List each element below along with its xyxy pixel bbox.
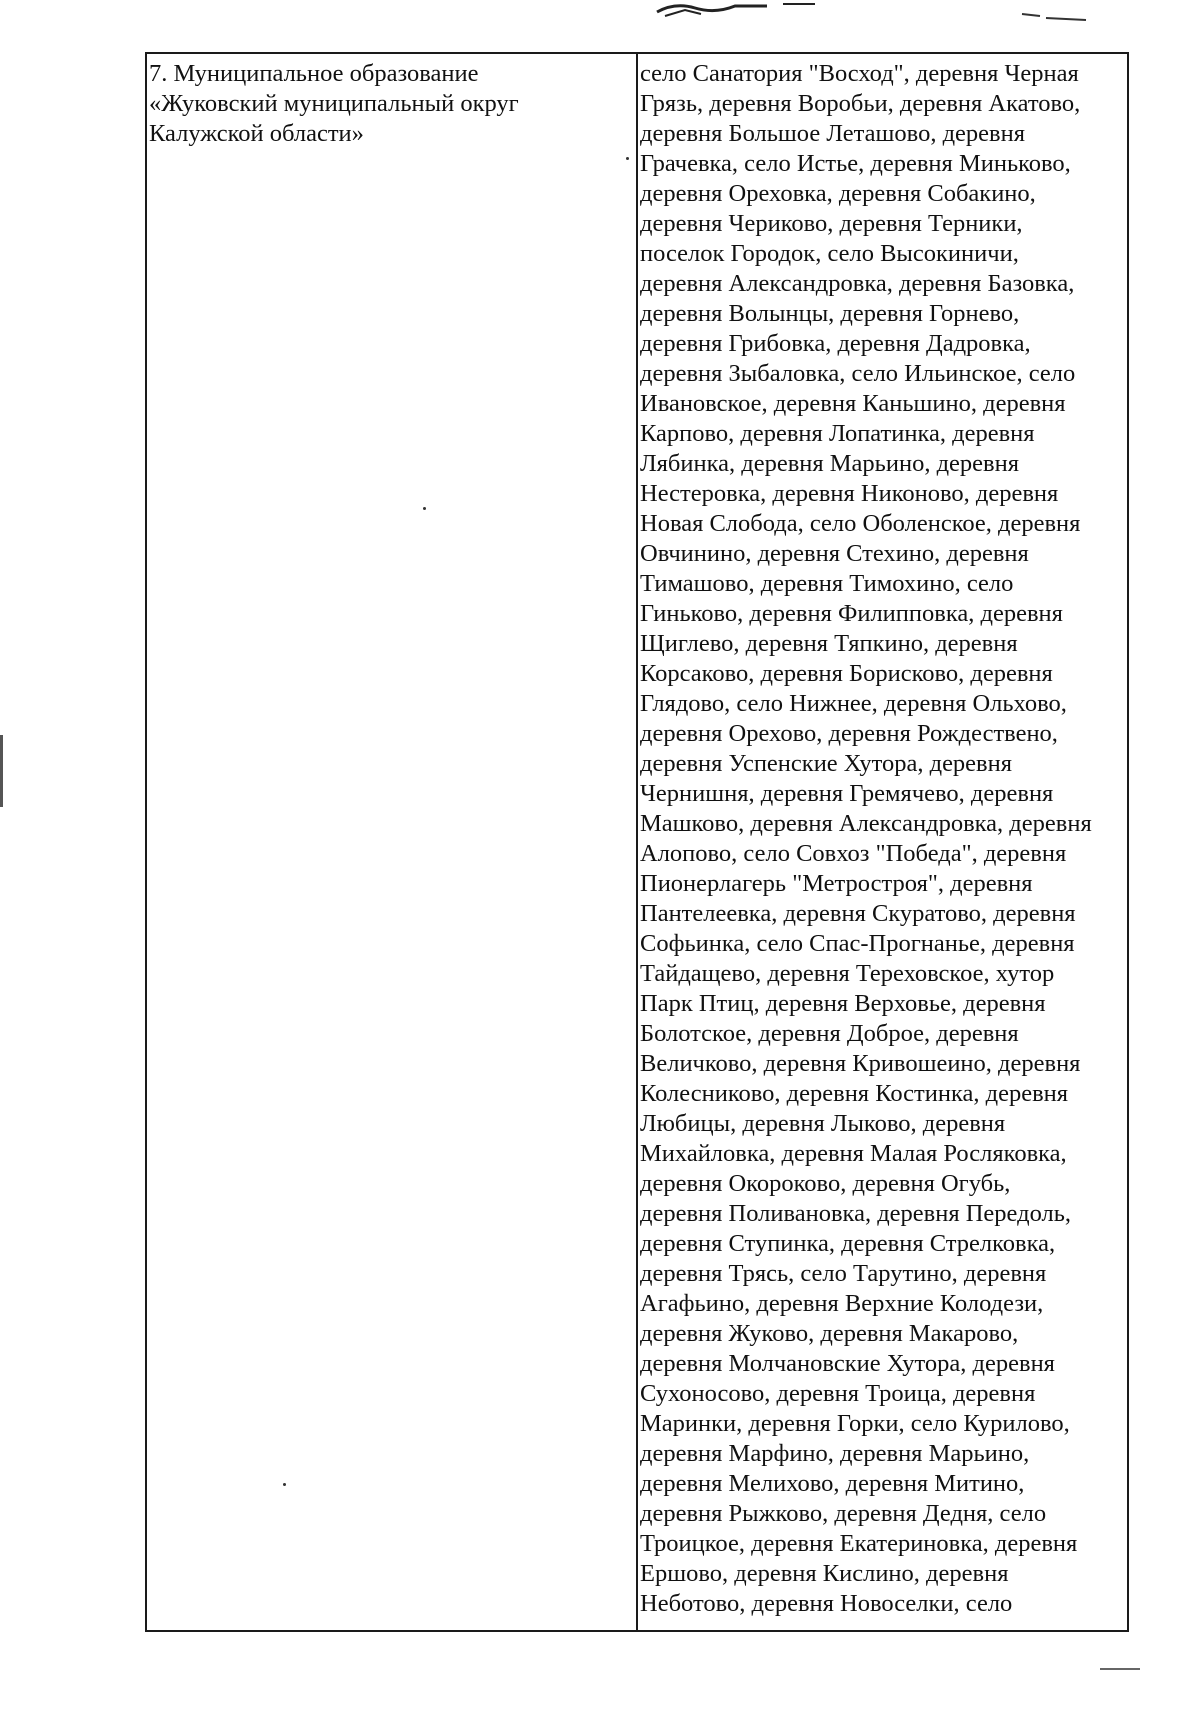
settlements-line: Пионерлагерь "Метростроя", деревня bbox=[640, 870, 1033, 897]
scan-speck bbox=[283, 1483, 286, 1486]
settlements-line: Карпово, деревня Лопатинка, деревня bbox=[640, 420, 1035, 447]
settlements-line: деревня Трясь, село Тарутино, деревня bbox=[640, 1260, 1047, 1287]
settlements-line: Ивановское, деревня Каньшино, деревня bbox=[640, 390, 1066, 417]
settlements-line: Тайдащево, деревня Тереховское, хутор bbox=[640, 960, 1055, 987]
settlements-line: деревня Орехово, деревня Рождествено, bbox=[640, 720, 1058, 747]
settlements-line: Маринки, деревня Горки, село Курилово, bbox=[640, 1410, 1070, 1437]
settlements-line: Щиглево, деревня Тяпкино, деревня bbox=[640, 630, 1018, 657]
settlements-line: деревня Волынцы, деревня Горнево, bbox=[640, 300, 1020, 327]
settlements-line: Новая Слобода, село Оболенское, деревня bbox=[640, 510, 1081, 537]
settlements-line: деревня Александровка, деревня Базовка, bbox=[640, 270, 1075, 297]
settlements-line: Неботово, деревня Новоселки, село bbox=[640, 1590, 1013, 1617]
settlements-line: деревня Зыбаловка, село Ильинское, село bbox=[640, 360, 1076, 387]
settlements-line: Алопово, село Совхоз "Победа", деревня bbox=[640, 840, 1067, 867]
settlements-line: Тимашово, деревня Тимохино, село bbox=[640, 570, 1014, 597]
scan-stamp-fragment bbox=[655, 0, 825, 20]
settlements-line: деревня Молчановские Хутора, деревня bbox=[640, 1350, 1055, 1377]
settlements-line: Лябинка, деревня Марьино, деревня bbox=[640, 450, 1019, 477]
settlements-line: Софьинка, село Спас-Прогнанье, деревня bbox=[640, 930, 1075, 957]
scan-artifact-bottom bbox=[1100, 1668, 1140, 1670]
settlements-line: Корсаково, деревня Борисково, деревня bbox=[640, 660, 1053, 687]
settlements-line: деревня Успенские Хутора, деревня bbox=[640, 750, 1013, 777]
settlements-line: Пантелеевка, деревня Скуратово, деревня bbox=[640, 900, 1076, 927]
scan-artifact-left-edge bbox=[0, 735, 3, 807]
settlements-line: Агафьино, деревня Верхние Колодези, bbox=[640, 1290, 1044, 1317]
settlements-line: деревня Большое Леташово, деревня bbox=[640, 120, 1025, 147]
settlements-line: деревня Окороково, деревня Огубь, bbox=[640, 1170, 1011, 1197]
settlements-line: Михайловка, деревня Малая Росляковка, bbox=[640, 1140, 1067, 1167]
settlements-line: деревня Ступинка, деревня Стрелковка, bbox=[640, 1230, 1056, 1257]
scan-speck bbox=[626, 157, 629, 160]
settlements-line: Глядово, село Нижнее, деревня Ольхово, bbox=[640, 690, 1067, 717]
settlements-line: Сухоносово, деревня Троица, деревня bbox=[640, 1380, 1036, 1407]
settlements-list-cell bbox=[638, 54, 1129, 1619]
municipal-table bbox=[145, 52, 1129, 1632]
settlements-line: деревня Жуково, деревня Макарово, bbox=[640, 1320, 1019, 1347]
settlements-line: деревня Грибовка, деревня Дадровка, bbox=[640, 330, 1031, 357]
settlements-line: деревня Поливановка, деревня Передоль, bbox=[640, 1200, 1072, 1227]
settlements-line: Нестеровка, деревня Никоново, деревня bbox=[640, 480, 1059, 507]
settlements-line: Машково, деревня Александровка, деревня bbox=[640, 810, 1092, 837]
settlements-line: Болотское, деревня Доброе, деревня bbox=[640, 1020, 1019, 1047]
settlements-line: село Санатория "Восход", деревня Черная bbox=[640, 60, 1079, 87]
settlements-line: поселок Городок, село Высокиничи, bbox=[640, 240, 1019, 267]
municipality-name-cell: 7. Муниципальное образование «Жуковский муниципальный округ Калужской области» bbox=[149, 60, 519, 147]
settlements-line: деревня Чериково, деревня Терники, bbox=[640, 210, 1023, 237]
settlements-line: Чернишня, деревня Гремячево, деревня bbox=[640, 780, 1054, 807]
settlements-line: Троицкое, деревня Екатериновка, деревня bbox=[640, 1530, 1078, 1557]
settlements-line: Грачевка, село Истье, деревня Миньково, bbox=[640, 150, 1071, 177]
settlements-line: Любицы, деревня Лыково, деревня bbox=[640, 1110, 1006, 1137]
scan-speck bbox=[423, 507, 426, 510]
settlements-line: Гиньково, деревня Филипповка, деревня bbox=[640, 600, 1063, 627]
settlements-line: деревня Мелихово, деревня Митино, bbox=[640, 1470, 1025, 1497]
scan-artifact-top-right bbox=[1020, 10, 1090, 24]
settlements-line: Грязь, деревня Воробьи, деревня Акатово, bbox=[640, 90, 1081, 117]
settlements-line: деревня Ореховка, деревня Собакино, bbox=[640, 180, 1036, 207]
settlements-line: деревня Марфино, деревня Марьино, bbox=[640, 1440, 1030, 1467]
settlements-line: деревня Рыжково, деревня Дедня, село bbox=[640, 1500, 1047, 1527]
settlements-line: Ершово, деревня Кислино, деревня bbox=[640, 1560, 1009, 1587]
settlements-line: Парк Птиц, деревня Верховье, деревня bbox=[640, 990, 1046, 1017]
settlements-line: Колесниково, деревня Костинка, деревня bbox=[640, 1080, 1069, 1107]
settlements-line: Овчинино, деревня Стехино, деревня bbox=[640, 540, 1029, 567]
settlements-line: Величково, деревня Кривошеино, деревня bbox=[640, 1050, 1081, 1077]
